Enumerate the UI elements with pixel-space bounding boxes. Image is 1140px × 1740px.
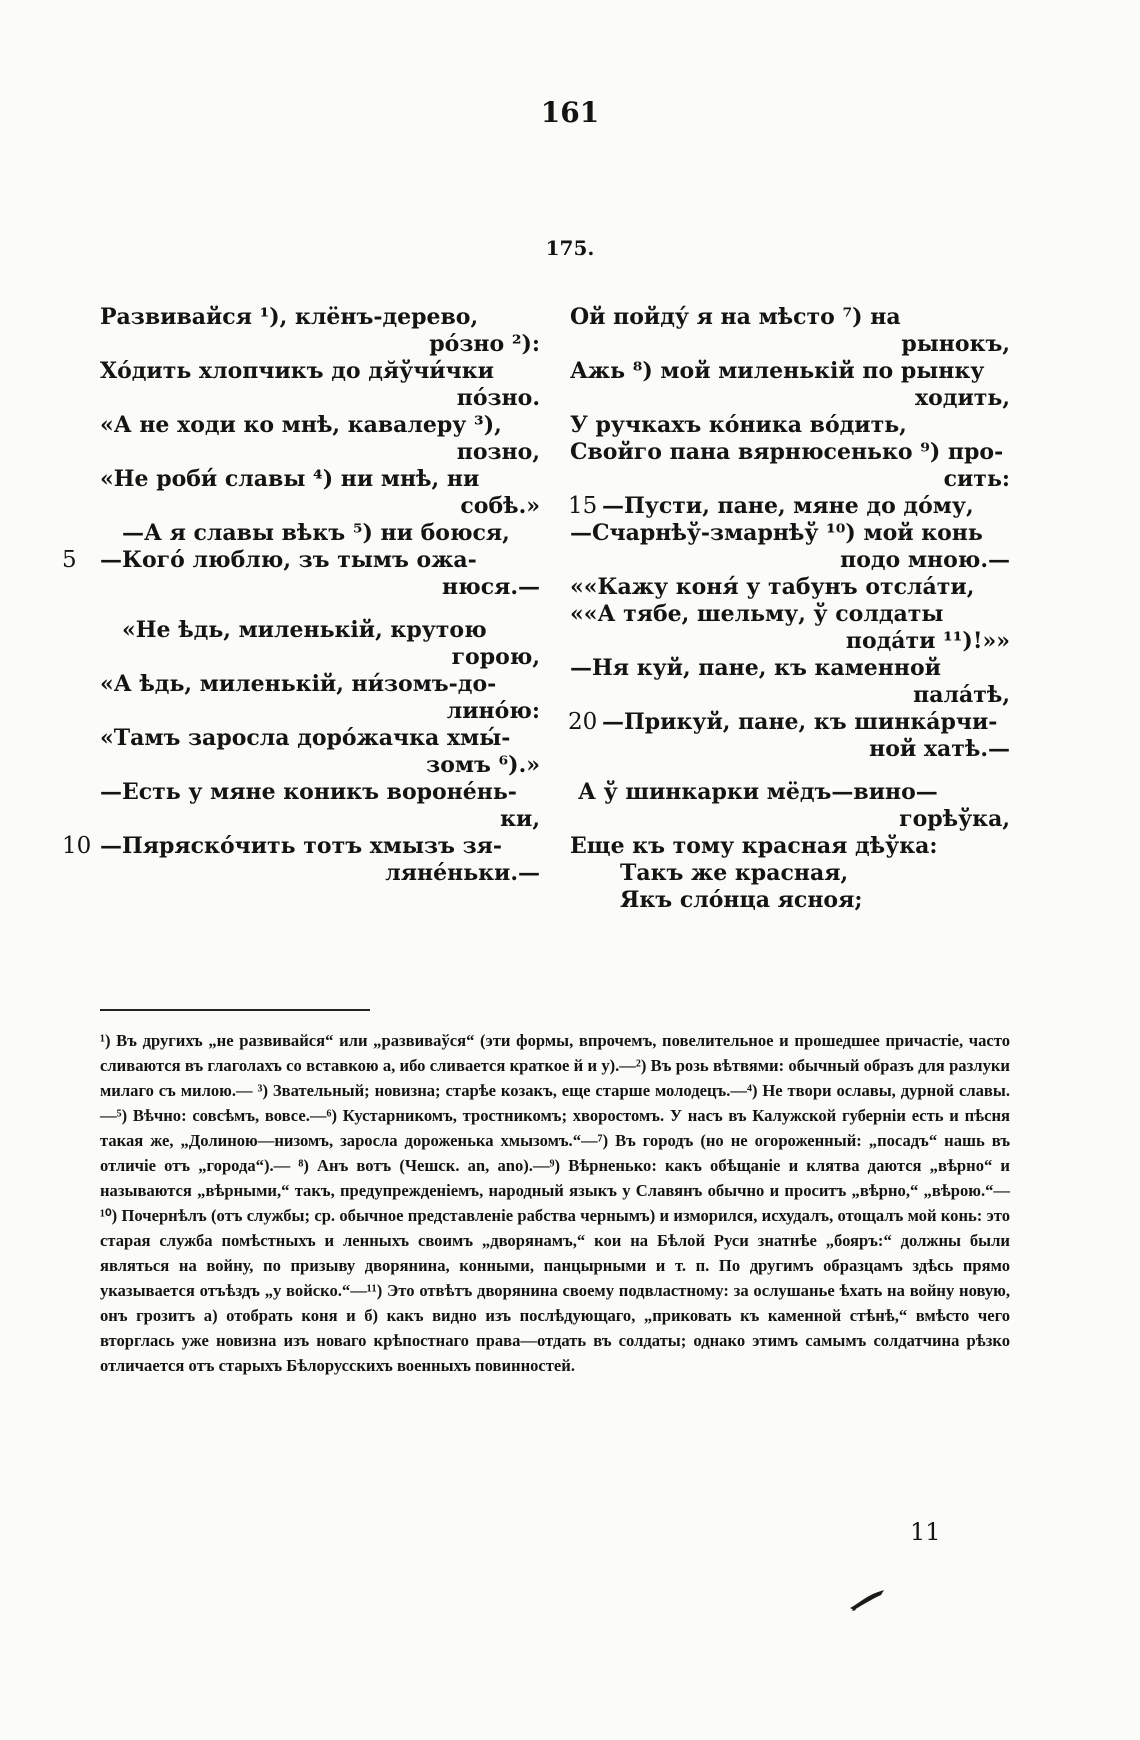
footnote-divider: [100, 1009, 370, 1011]
verse-text: —Пяряскóчить тотъ хмызъ зя-: [100, 833, 503, 859]
verse-line: [570, 574, 1010, 601]
verse-text: ходить,: [915, 385, 1010, 411]
verse-text: «Не роби́ славы ⁴) ни мнѣ, ни: [100, 466, 480, 492]
verse-text: —А я славы вѣкъ ⁵) ни боюся,: [122, 520, 510, 546]
verse-line: [570, 412, 1010, 439]
verse-text: А ў шинкарки мёдъ—вино—: [578, 779, 938, 805]
verse-text: ной хатѣ.—: [869, 736, 1010, 762]
line-number: 20: [568, 709, 598, 735]
verse-line: [100, 725, 540, 752]
verse-line: [100, 860, 540, 887]
verse-line: [100, 331, 540, 358]
verse-text: Такъ же красная,: [620, 860, 849, 886]
verse-line: [62, 833, 540, 860]
verse-line: [570, 547, 1010, 574]
verse-text: пóзно.: [456, 385, 540, 411]
verse-line: [570, 358, 1010, 385]
verse-line: [100, 574, 540, 601]
verse-text: «А не ходи ко мнѣ, кавалеру ³),: [100, 412, 502, 438]
verse-line: [570, 304, 1010, 331]
poem-left-column: [62, 304, 540, 887]
verse-text: лянéньки.—: [385, 860, 540, 886]
verse-line: [100, 779, 540, 806]
page-number: 161: [540, 96, 600, 129]
verse-text: Еще къ тому красная дѣўка:: [570, 833, 938, 859]
poem-number: 175.: [545, 236, 595, 260]
verse-line: [100, 493, 540, 520]
verse-line: [570, 655, 1010, 682]
verse-text: «Тамъ заросла дорóжачка хмы́-: [100, 725, 511, 751]
verse-line: [570, 331, 1010, 358]
verse-text: Якъ слóнца ясноя;: [620, 887, 863, 913]
verse-line: [100, 304, 540, 331]
verse-text: Хóдить хлопчикъ до дя̆ўчи́чки: [100, 358, 494, 384]
verse-line: [570, 736, 1010, 763]
verse-line: [100, 358, 540, 385]
verse-line: [570, 682, 1010, 709]
verse-text: ки,: [500, 806, 540, 832]
verse-text: Свойго пана вярнюсенько ⁹) про-: [570, 439, 1004, 465]
verse-line: [570, 466, 1010, 493]
verse-text: линóю:: [446, 698, 540, 724]
verse-line: [570, 806, 1010, 833]
verse-line: [570, 520, 1010, 547]
verse-line: [100, 520, 540, 547]
footnotes-text: ¹) Въ другихъ „не развивайся“ или „развиваўся“ (эти формы, впрочемъ, повелительное и прошедшее причастіе, часто сливаются въ глаголахъ со вставкою а, ибо сливается краткое й и у).—²) Въ розь вѣтвями: обычный образъ для разлуки милаго съ милою.— ³) Звательный; новизна; старѣе козакъ, еще старше молодецъ.—⁴) Не твори ославы, дурной славы.—⁵) Вѣчно: совсѣмъ, вовсе.—⁶) Кустарникомъ, тростникомъ; хворостомъ. У насъ въ Калужской губерніи есть и пѣсня такая же, „Долиною—низомъ, заросла дороженька хмызомъ.“—⁷) Въ городъ (но не огороженный: „посадъ“ нашь въ отличіе отъ „города“).— ⁸) Анъ вотъ (Чешск. an, ano).—⁹) Вѣрненько: какъ обѣщаніе и клятва даются „вѣрно“ и называются „вѣрными,“ такъ, предупрежденіемъ, народный языкъ у Славянъ обычно и проситъ „вѣрно,“ „вѣрою.“—¹⁰) Почернѣлъ (отъ службы; ср. обычное представленіе рабства чернымъ) и изморился, исхудалъ, отощалъ мой конь: это старая служба помѣстныхъ и ленныхъ своимъ „дворянамъ,“ кои на Бѣлой Руси знатнѣе „бояръ:“ должны были являться на войну, по призыву дворянина, конными, панцырными и т. п. По другимъ образцамъ здѣсь прямо указывается отъѣздъ „у войско.“—¹¹) Это отвѣтъ дворянина своему подвластному: за ослушанье ѣхать на войну новую, онъ грозитъ а) отобрать коня и б) какъ видно изъ послѣдующаго, „приковать къ каменной стѣнѣ,“ вмѣсто чего вторглась уже новизна изъ новаго крѣпостнаго права—отдать въ солдаты; однако этимъ самымъ солдатчина рѣзко отличается отъ старыхъ Бѣлорусскихъ военныхъ повинностей.: [100, 1031, 1010, 1375]
verse-text: позно,: [456, 439, 540, 465]
verse-text: нюся.—: [442, 574, 540, 600]
verse-line: [570, 439, 1010, 466]
verse-text: У ручкахъ кóника вóдить,: [570, 412, 907, 438]
verse-text: подо мною.—: [840, 547, 1010, 573]
verse-line: [570, 628, 1010, 655]
verse-line: [100, 698, 540, 725]
verse-line: [100, 752, 540, 779]
verse-text: ««Кажу коня́ у табунъ отслáти,: [570, 574, 975, 600]
line-number: 10: [62, 833, 92, 859]
verse-line: [62, 547, 540, 574]
verse-line: [100, 806, 540, 833]
poem-right-column: [570, 304, 1010, 914]
verse-text: —Есть у мяне коникъ воронéнь-: [100, 779, 517, 805]
verse-text: Развивайся ¹), клёнъ-дерево,: [100, 304, 479, 330]
verse-line: [100, 385, 540, 412]
verse-text: собѣ.»: [460, 493, 540, 519]
verse-text: подáти ¹¹)!»»: [845, 628, 1010, 654]
verse-line: [100, 644, 540, 671]
verse-text: рынокъ,: [901, 331, 1010, 357]
verse-line: [100, 412, 540, 439]
verse-line: [570, 601, 1010, 628]
verse-line: [570, 779, 1010, 806]
verse-text: —Ня куй, пане, къ каменной: [570, 655, 941, 681]
verse-text: горою,: [451, 644, 540, 670]
line-number: 15: [568, 493, 598, 519]
verse-text: Ажь ⁸) мой миленькій по рынку: [570, 358, 985, 384]
verse-line: [570, 887, 1010, 914]
verse-line: [570, 493, 1010, 520]
footnotes: [100, 1028, 1010, 1378]
verse-text: рóзно ²):: [429, 331, 540, 357]
line-number: 5: [62, 547, 77, 573]
verse-text: «Не ѣдь, миленькій, крутою: [122, 617, 487, 643]
verse-text: сить:: [943, 466, 1010, 492]
verse-line: [570, 385, 1010, 412]
verse-text: «А ѣдь, миленькій, ни́зомъ-до-: [100, 671, 497, 697]
ink-mark-icon: [848, 1588, 888, 1612]
verse-line: [100, 671, 540, 698]
verse-text: ««А тябе, шельму, ў солдаты: [570, 601, 944, 627]
verse-text: палáтѣ,: [913, 682, 1010, 708]
verse-text: зомъ ⁶).»: [426, 752, 540, 778]
verse-line: [570, 709, 1010, 736]
verse-line: [100, 617, 540, 644]
verse-text: Ой пойду́ я на мѣсто ⁷) на: [570, 304, 901, 330]
sheet-number: 11: [910, 1518, 941, 1546]
stanza-gap: [570, 763, 1010, 779]
stanza-gap: [100, 601, 540, 617]
verse-text: —Когó люблю, зъ тымъ ожа-: [100, 547, 477, 573]
verse-text: —Счарнѣў-змарнѣў ¹⁰) мой конь: [570, 520, 983, 546]
verse-text: —Прикуй, пане, къ шинкáрчи-: [602, 709, 998, 735]
verse-text: горѣўка,: [899, 806, 1010, 832]
verse-line: [570, 860, 1010, 887]
verse-line: [100, 466, 540, 493]
verse-line: [100, 439, 540, 466]
verse-line: [570, 833, 1010, 860]
verse-text: —Пусти, пане, мяне до дóму,: [602, 493, 974, 519]
